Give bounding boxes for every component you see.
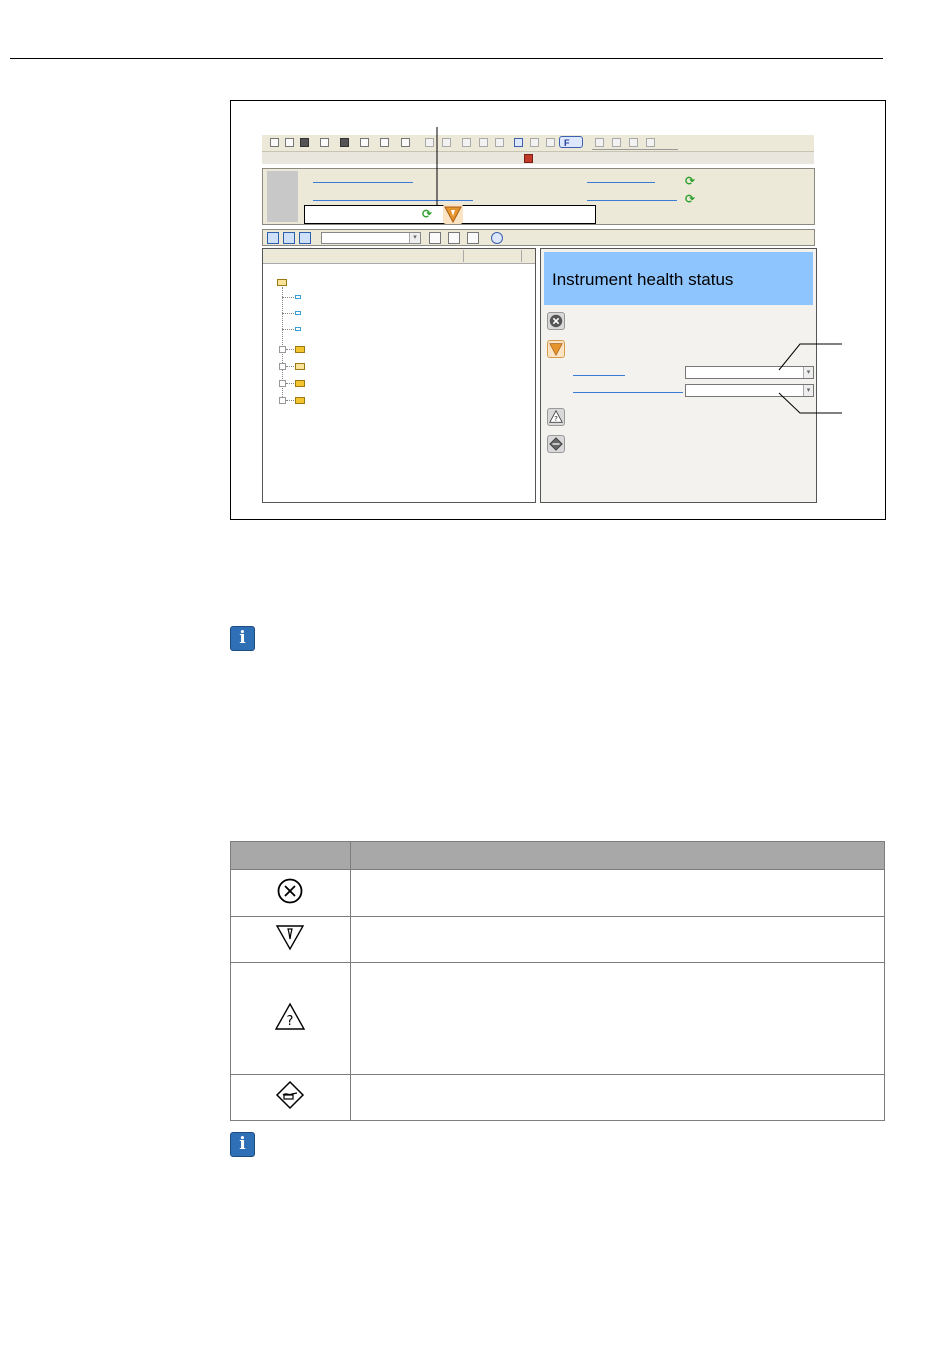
- new-icon[interactable]: [270, 138, 279, 147]
- export-icon[interactable]: [360, 138, 369, 147]
- function-check-icon: [547, 435, 565, 453]
- status-select-2[interactable]: [685, 384, 814, 397]
- header-link-1[interactable]: [313, 182, 413, 183]
- print-icon[interactable]: [320, 138, 329, 147]
- close-icon[interactable]: [524, 154, 533, 163]
- parameter-icon[interactable]: [295, 311, 301, 315]
- folder-icon[interactable]: [295, 397, 305, 404]
- failure-icon: [547, 312, 565, 330]
- expand-icon[interactable]: [279, 397, 286, 404]
- tree-header: [263, 249, 535, 264]
- layout-icon-3[interactable]: [299, 232, 311, 244]
- print-icon[interactable]: [467, 232, 479, 244]
- svg-text:?: ?: [554, 414, 558, 423]
- copy-icon[interactable]: [462, 138, 471, 147]
- table-header-row: [231, 842, 885, 870]
- table-icon-cell: [231, 917, 351, 963]
- status-signal-table: [230, 841, 885, 1121]
- open-icon[interactable]: [285, 138, 294, 147]
- monitor-icon[interactable]: [514, 138, 523, 147]
- status-panel-title: Instrument health status: [544, 252, 813, 305]
- preview-icon[interactable]: [380, 138, 389, 147]
- device-image-placeholder: [267, 171, 298, 222]
- table-icon-cell: [231, 963, 351, 1075]
- status-select-1[interactable]: [685, 366, 814, 379]
- out-of-specification-icon: [547, 408, 565, 426]
- grid-icon[interactable]: [401, 138, 410, 147]
- parameter-icon[interactable]: [295, 295, 301, 299]
- collapse-icon[interactable]: [546, 138, 555, 147]
- status-link-2[interactable]: [573, 392, 683, 393]
- expand-icon[interactable]: [279, 346, 286, 353]
- table-header-cell: [350, 842, 884, 870]
- folder-icon[interactable]: [295, 380, 305, 387]
- info-icon: i: [230, 626, 255, 651]
- save-icon[interactable]: [300, 138, 309, 147]
- table-row: [231, 963, 885, 1075]
- header-link-2[interactable]: [313, 200, 473, 201]
- table-icon-cell: [231, 870, 351, 917]
- secondary-toolbar: [262, 229, 815, 246]
- function-button[interactable]: F: [559, 136, 583, 148]
- expand-icon[interactable]: [279, 363, 286, 370]
- status-link-1[interactable]: [573, 375, 625, 376]
- function-check-icon: [275, 1080, 305, 1110]
- nav-icon-4[interactable]: [646, 138, 655, 147]
- main-toolbar: [262, 135, 814, 152]
- layout-icon-2[interactable]: [283, 232, 295, 244]
- wizard-icon[interactable]: [429, 232, 441, 244]
- parameter-icon[interactable]: [295, 327, 301, 331]
- chevron-down-icon: ▾: [803, 385, 813, 396]
- out-of-specification-icon: [274, 1001, 306, 1031]
- maintenance-required-icon: [443, 204, 463, 224]
- table-text-cell: [350, 963, 884, 1075]
- failure-icon: [276, 877, 304, 905]
- refresh-icon: ⟳: [421, 207, 433, 221]
- upload-icon[interactable]: [425, 138, 434, 147]
- edit-icon[interactable]: [479, 138, 488, 147]
- table-icon-cell: [231, 1075, 351, 1121]
- layout-icon-1[interactable]: [267, 232, 279, 244]
- folder-open-icon[interactable]: [295, 363, 305, 370]
- header-link-4[interactable]: [587, 200, 677, 201]
- download-icon[interactable]: [442, 138, 451, 147]
- folder-icon[interactable]: [295, 346, 305, 353]
- header-link-3[interactable]: [587, 182, 655, 183]
- table-row: [231, 917, 885, 963]
- table-text-cell: [350, 870, 884, 917]
- nav-icon-2[interactable]: [612, 138, 621, 147]
- maintenance-required-icon: [547, 340, 565, 358]
- chevron-down-icon: ▾: [803, 367, 813, 378]
- device-icon[interactable]: [340, 138, 349, 147]
- expand-icon[interactable]: [279, 380, 286, 387]
- table-row: [231, 870, 885, 917]
- menu-strip: [262, 152, 814, 164]
- chevron-down-icon: ▾: [409, 233, 420, 243]
- refresh-icon: ⟳: [684, 192, 696, 206]
- maintenance-required-icon: [275, 923, 305, 951]
- table-text-cell: [350, 917, 884, 963]
- view-select[interactable]: [321, 232, 421, 244]
- compare-icon[interactable]: [495, 138, 504, 147]
- instrument-health-panel: [540, 248, 817, 503]
- refresh-icon: ⟳: [684, 174, 696, 188]
- nav-icon-1[interactable]: [595, 138, 604, 147]
- web-icon[interactable]: [491, 232, 503, 244]
- calendar-icon[interactable]: [448, 232, 460, 244]
- info-icon: i: [230, 1132, 255, 1157]
- folder-open-icon[interactable]: [277, 279, 287, 286]
- svg-text:?: ?: [286, 1014, 294, 1029]
- table-header-cell: [231, 842, 351, 870]
- nav-icon-3[interactable]: [629, 138, 638, 147]
- navigation-tree-panel: [262, 248, 536, 503]
- page-top-rule: [10, 58, 883, 59]
- table-text-cell: [350, 1075, 884, 1121]
- expand-icon[interactable]: [530, 138, 539, 147]
- table-row: [231, 1075, 885, 1121]
